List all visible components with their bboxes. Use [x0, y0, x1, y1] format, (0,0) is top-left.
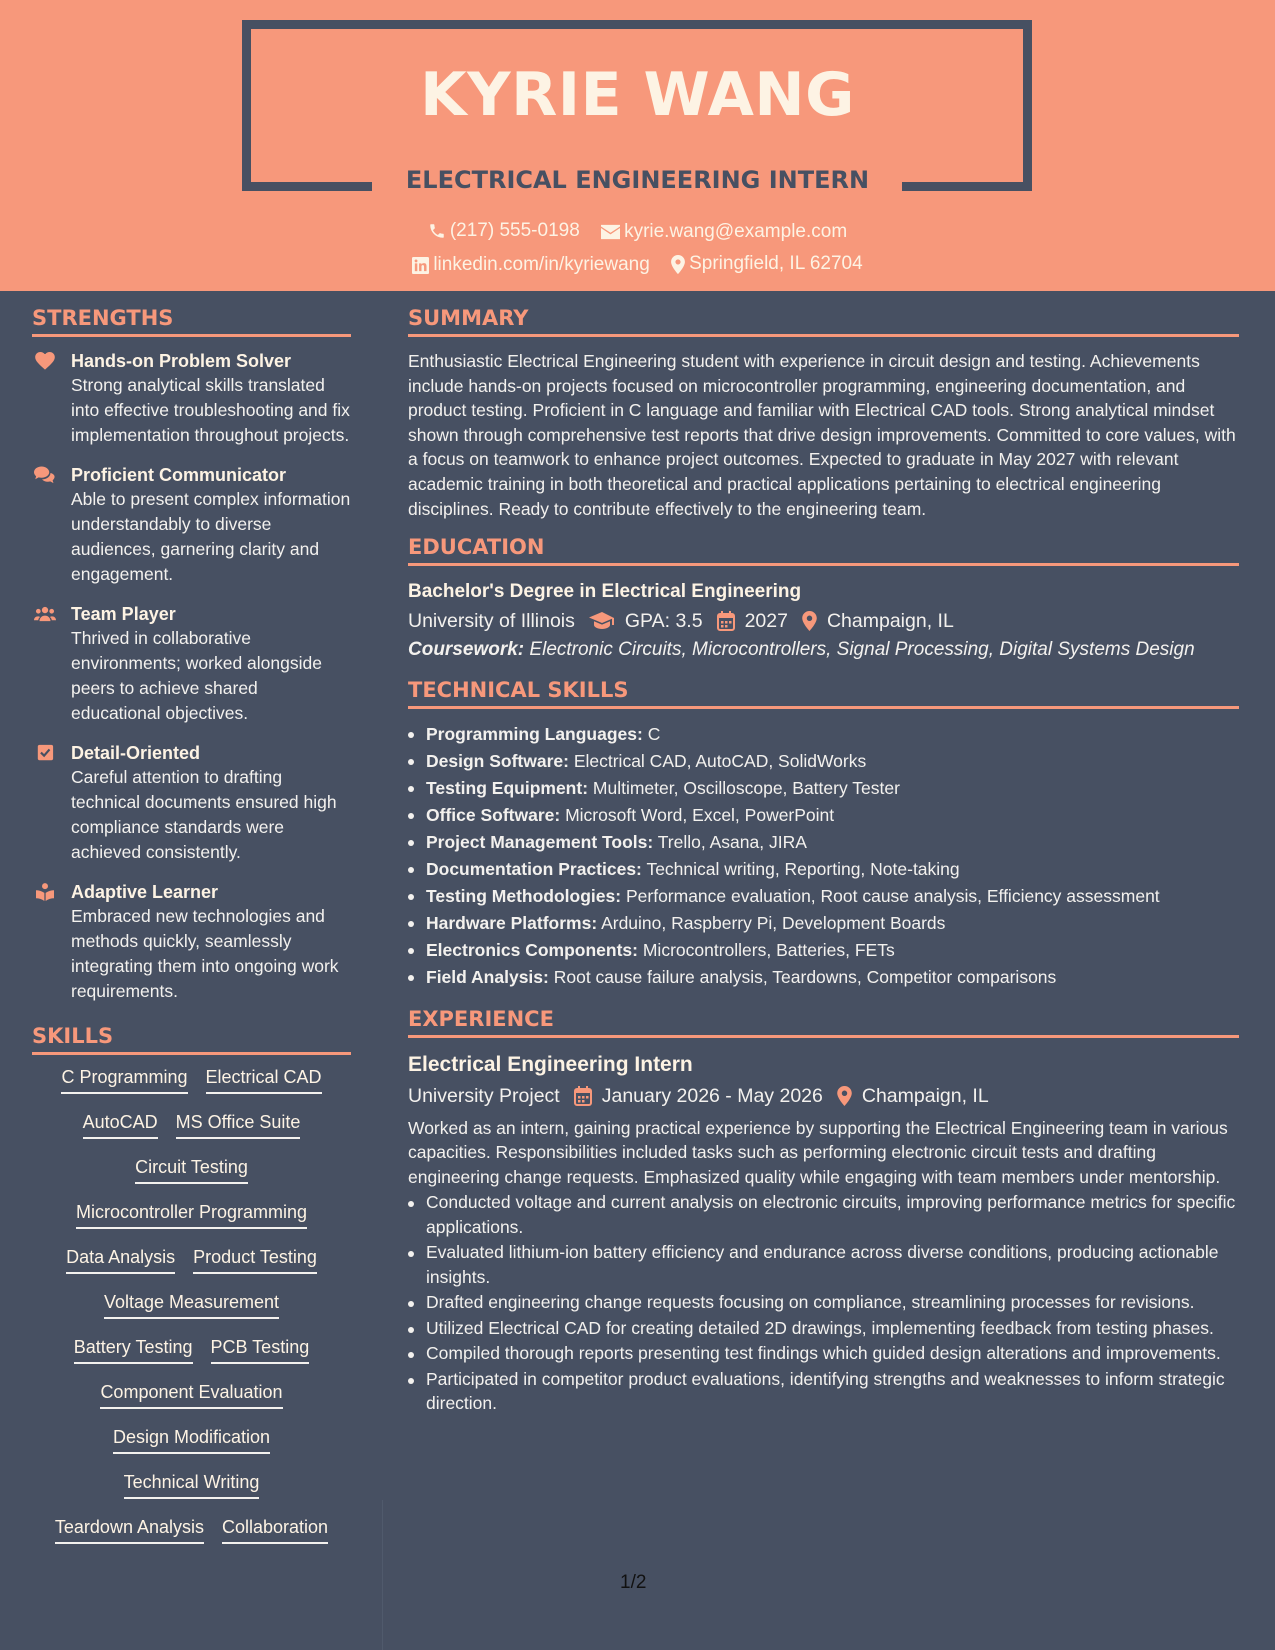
- education-school: [408, 606, 575, 636]
- strengths-title: STRENGTHS: [32, 306, 351, 337]
- tech-skill-label: Documentation Practices:: [426, 859, 642, 880]
- technical-skills-list: [408, 721, 1239, 991]
- skill-chip: Electrical CAD: [206, 1067, 322, 1094]
- list-item: [408, 721, 1239, 748]
- education-location: [802, 606, 954, 636]
- strength-desc: Embraced new technologies and methods quickly, seamlessly integrating them into ongoing work requirements.: [71, 906, 339, 1001]
- skills-row: [32, 1112, 351, 1157]
- tech-skill-label: Electronics Components:: [426, 940, 638, 961]
- technical-skills-title: TECHNICAL SKILLS: [408, 678, 1239, 709]
- strength-desc: Strong analytical skills translated into effective troubleshooting and fix implementation throughout projects.: [71, 375, 350, 445]
- left-column: [32, 306, 351, 1562]
- strength-desc: Careful attention to drafting technical documents ensured high compliance standards were achieved consistently.: [71, 767, 337, 862]
- tech-skill-value: Technical writing, Reporting, Note-taking: [646, 859, 960, 880]
- job-location: [837, 1080, 989, 1112]
- list-item: Compiled thorough reports presenting test findings which guided design alterations and improvements.: [408, 1341, 1239, 1366]
- tech-skill-value: Multimeter, Oscilloscope, Battery Tester: [592, 778, 900, 799]
- contact-phone: [428, 220, 580, 242]
- job-org: [408, 1080, 560, 1112]
- coursework-label: Coursework:: [408, 639, 525, 661]
- gpa-text: GPA: 3.5: [624, 610, 703, 633]
- job-dates: [574, 1080, 823, 1112]
- list-item: [408, 856, 1239, 883]
- school-text: University of Illinois: [408, 610, 575, 633]
- skills-row: [32, 1472, 351, 1517]
- contact-linkedin[interactable]: [412, 254, 650, 276]
- location-text: Champaign, IL: [826, 610, 954, 633]
- education-degree: Bachelor's Degree in Electrical Engineering: [408, 581, 802, 603]
- list-item: [408, 883, 1239, 910]
- strength-title: Team Player: [71, 604, 176, 624]
- tech-skill-value: Arduino, Raspberry Pi, Development Boards: [601, 913, 946, 934]
- skills-row: [32, 1517, 351, 1562]
- tech-skill-value: Root cause failure analysis, Teardowns, Competitor comparisons: [553, 967, 1057, 988]
- tech-skill-value: Microsoft Word, Excel, PowerPoint: [565, 805, 835, 826]
- job-title: Electrical Engineering Intern: [408, 1053, 693, 1077]
- strength-title: Adaptive Learner: [71, 882, 219, 902]
- skill-chip: Collaboration: [222, 1517, 328, 1544]
- location-text: Springfield, IL 62704: [689, 253, 863, 274]
- skill-chip: C Programming: [61, 1067, 187, 1094]
- envelope-icon: [601, 224, 620, 240]
- dates-text: January 2026 - May 2026: [601, 1085, 823, 1108]
- skills-row: [32, 1382, 351, 1427]
- skill-chip: Data Analysis: [66, 1247, 175, 1274]
- skill-chip: Battery Testing: [74, 1337, 193, 1364]
- org-text: University Project: [408, 1085, 560, 1108]
- chat-icon: [34, 466, 56, 484]
- tech-skill-label: Field Analysis:: [426, 967, 549, 988]
- contact-row-2: [0, 253, 1275, 280]
- calendar-icon: [717, 611, 735, 631]
- page-number: 1/2: [620, 1572, 647, 1593]
- calendar-icon: [574, 1086, 592, 1106]
- tech-skill-label: Project Management Tools:: [426, 832, 654, 853]
- strength-title: Detail-Oriented: [71, 743, 201, 763]
- list-item: Evaluated lithium-ion battery efficiency and endurance across diverse conditions, producing actionable insights.: [408, 1240, 1239, 1289]
- contact-email[interactable]: [601, 221, 847, 243]
- list-item: [408, 910, 1239, 937]
- skill-chip: Teardown Analysis: [55, 1517, 204, 1544]
- map-pin-icon: [802, 611, 817, 631]
- skills-row: [32, 1247, 351, 1292]
- list-item: [408, 748, 1239, 775]
- map-pin-icon: [671, 255, 685, 274]
- location-text: Champaign, IL: [861, 1085, 989, 1108]
- job-bullets: [408, 1190, 1239, 1416]
- skill-chip: Component Evaluation: [100, 1382, 282, 1409]
- education-gpa: [589, 606, 703, 636]
- list-item: [408, 964, 1239, 991]
- skill-chip: Design Modification: [113, 1427, 270, 1454]
- list-item: Conducted voltage and current analysis on electronic circuits, improving performance metrics for specific applications.: [408, 1190, 1239, 1239]
- learner-icon: [34, 883, 56, 901]
- tech-skill-value: Electrical CAD, AutoCAD, SolidWorks: [573, 751, 867, 772]
- education-meta: [408, 606, 1239, 636]
- list-item: [408, 829, 1239, 856]
- education-title: EDUCATION: [408, 535, 1239, 566]
- graduation-cap-icon: [589, 612, 615, 630]
- strength-item: [32, 880, 351, 1004]
- list-item: [408, 775, 1239, 802]
- education-year: [717, 606, 788, 636]
- skill-chip: Product Testing: [193, 1247, 317, 1274]
- strength-title: Proficient Communicator: [71, 465, 287, 485]
- heart-icon: [34, 352, 56, 370]
- strength-item: [32, 602, 351, 726]
- map-pin-icon: [837, 1086, 852, 1106]
- job-meta: [408, 1080, 1239, 1112]
- summary-text: Enthusiastic Electrical Engineering student with experience in circuit design and testing. Achievements include hands-on projects focused on microcontroller programming, engineering documentation, and product testing. Proficient in C language and familiar with Electrical CAD tools. Strong analytical mindset shown through comprehensive test reports that drive design improvements. Committed to core values, with a focus on teamwork to enhance project outcomes. Expected to graduate in May 2027 with relevant academic training in both theoretical and practical applications pertaining to electrical engineering disciplines. Ready to contribute effectively to the engineering team.: [408, 351, 1236, 519]
- job-description: Worked as an intern, gaining practical experience by supporting the Electrical Engineering team in various capacities. Responsibilities included tasks such as performing electronic circuit tests and drafting engineering change requests. Emphasized quality while engaging with team members under mentorship.: [408, 1118, 1228, 1187]
- experience-title: EXPERIENCE: [408, 1007, 1239, 1038]
- column-divider: [382, 1500, 383, 1650]
- skills-row: [32, 1157, 351, 1202]
- skills-row: [32, 1067, 351, 1112]
- candidate-role: ELECTRICAL ENGINEERING INTERN: [405, 166, 870, 194]
- skill-chip: Circuit Testing: [135, 1157, 248, 1184]
- phone-icon: [428, 222, 446, 240]
- skills-row: [32, 1427, 351, 1472]
- skill-chip: Microcontroller Programming: [76, 1202, 307, 1229]
- tech-skill-label: Hardware Platforms:: [426, 913, 598, 934]
- linkedin-text: linkedin.com/in/kyriewang: [433, 254, 650, 275]
- skill-chip: AutoCAD: [83, 1112, 158, 1139]
- skill-chip: PCB Testing: [211, 1337, 310, 1364]
- contact-location: [671, 253, 863, 275]
- coursework: [408, 638, 1239, 662]
- skills-row: [32, 1202, 351, 1247]
- list-item: [408, 802, 1239, 829]
- tech-skill-value: Performance evaluation, Root cause analysis, Efficiency assessment: [625, 886, 1160, 907]
- list-item: [408, 937, 1239, 964]
- list-item: Drafted engineering change requests focusing on compliance, streamlining processes for revisions.: [408, 1290, 1239, 1315]
- tech-skill-label: Design Software:: [426, 751, 569, 772]
- skills-list: [32, 1067, 351, 1562]
- summary-title: SUMMARY: [408, 306, 1239, 337]
- phone-text: (217) 555-0198: [449, 220, 580, 241]
- tech-skill-value: Microcontrollers, Batteries, FETs: [642, 940, 895, 961]
- tech-skill-label: Testing Methodologies:: [426, 886, 622, 907]
- strength-desc: Able to present complex information understandably to diverse audiences, garnering clarity and engagement.: [71, 489, 351, 584]
- skills-title: SKILLS: [32, 1024, 351, 1055]
- users-icon: [34, 605, 56, 623]
- skills-row: [32, 1337, 351, 1382]
- strength-item: [32, 463, 351, 587]
- right-column: [408, 306, 1239, 1416]
- skill-chip: Technical Writing: [124, 1472, 260, 1499]
- tech-skill-value: C: [647, 724, 661, 745]
- year-text: 2027: [744, 610, 788, 633]
- check-square-icon: [34, 744, 56, 762]
- strength-title: Hands-on Problem Solver: [71, 351, 292, 371]
- strength-desc: Thrived in collaborative environments; worked alongside peers to achieve shared educational objectives.: [71, 628, 322, 723]
- skill-chip: MS Office Suite: [176, 1112, 301, 1139]
- skill-chip: Voltage Measurement: [104, 1292, 279, 1319]
- email-text: kyrie.wang@example.com: [624, 221, 848, 242]
- tech-skill-label: Programming Languages:: [426, 724, 643, 745]
- resume-header: [0, 0, 1275, 291]
- tech-skill-value: Trello, Asana, JIRA: [657, 832, 807, 853]
- list-item: Utilized Electrical CAD for creating detailed 2D drawings, implementing feedback from testing phases.: [408, 1316, 1239, 1341]
- linkedin-icon: [412, 257, 429, 274]
- list-item: Participated in competitor product evaluations, identifying strengths and weaknesses to inform strategic direction.: [408, 1367, 1239, 1416]
- tech-skill-label: Office Software:: [426, 805, 561, 826]
- skills-row: [32, 1292, 351, 1337]
- strength-item: [32, 741, 351, 865]
- candidate-name: KYRIE WANG: [420, 60, 855, 130]
- contact-row-1: [0, 220, 1275, 246]
- coursework-text: Electronic Circuits, Microcontrollers, Signal Processing, Digital Systems Design: [529, 639, 1195, 661]
- strength-item: [32, 349, 351, 448]
- tech-skill-label: Testing Equipment:: [426, 778, 589, 799]
